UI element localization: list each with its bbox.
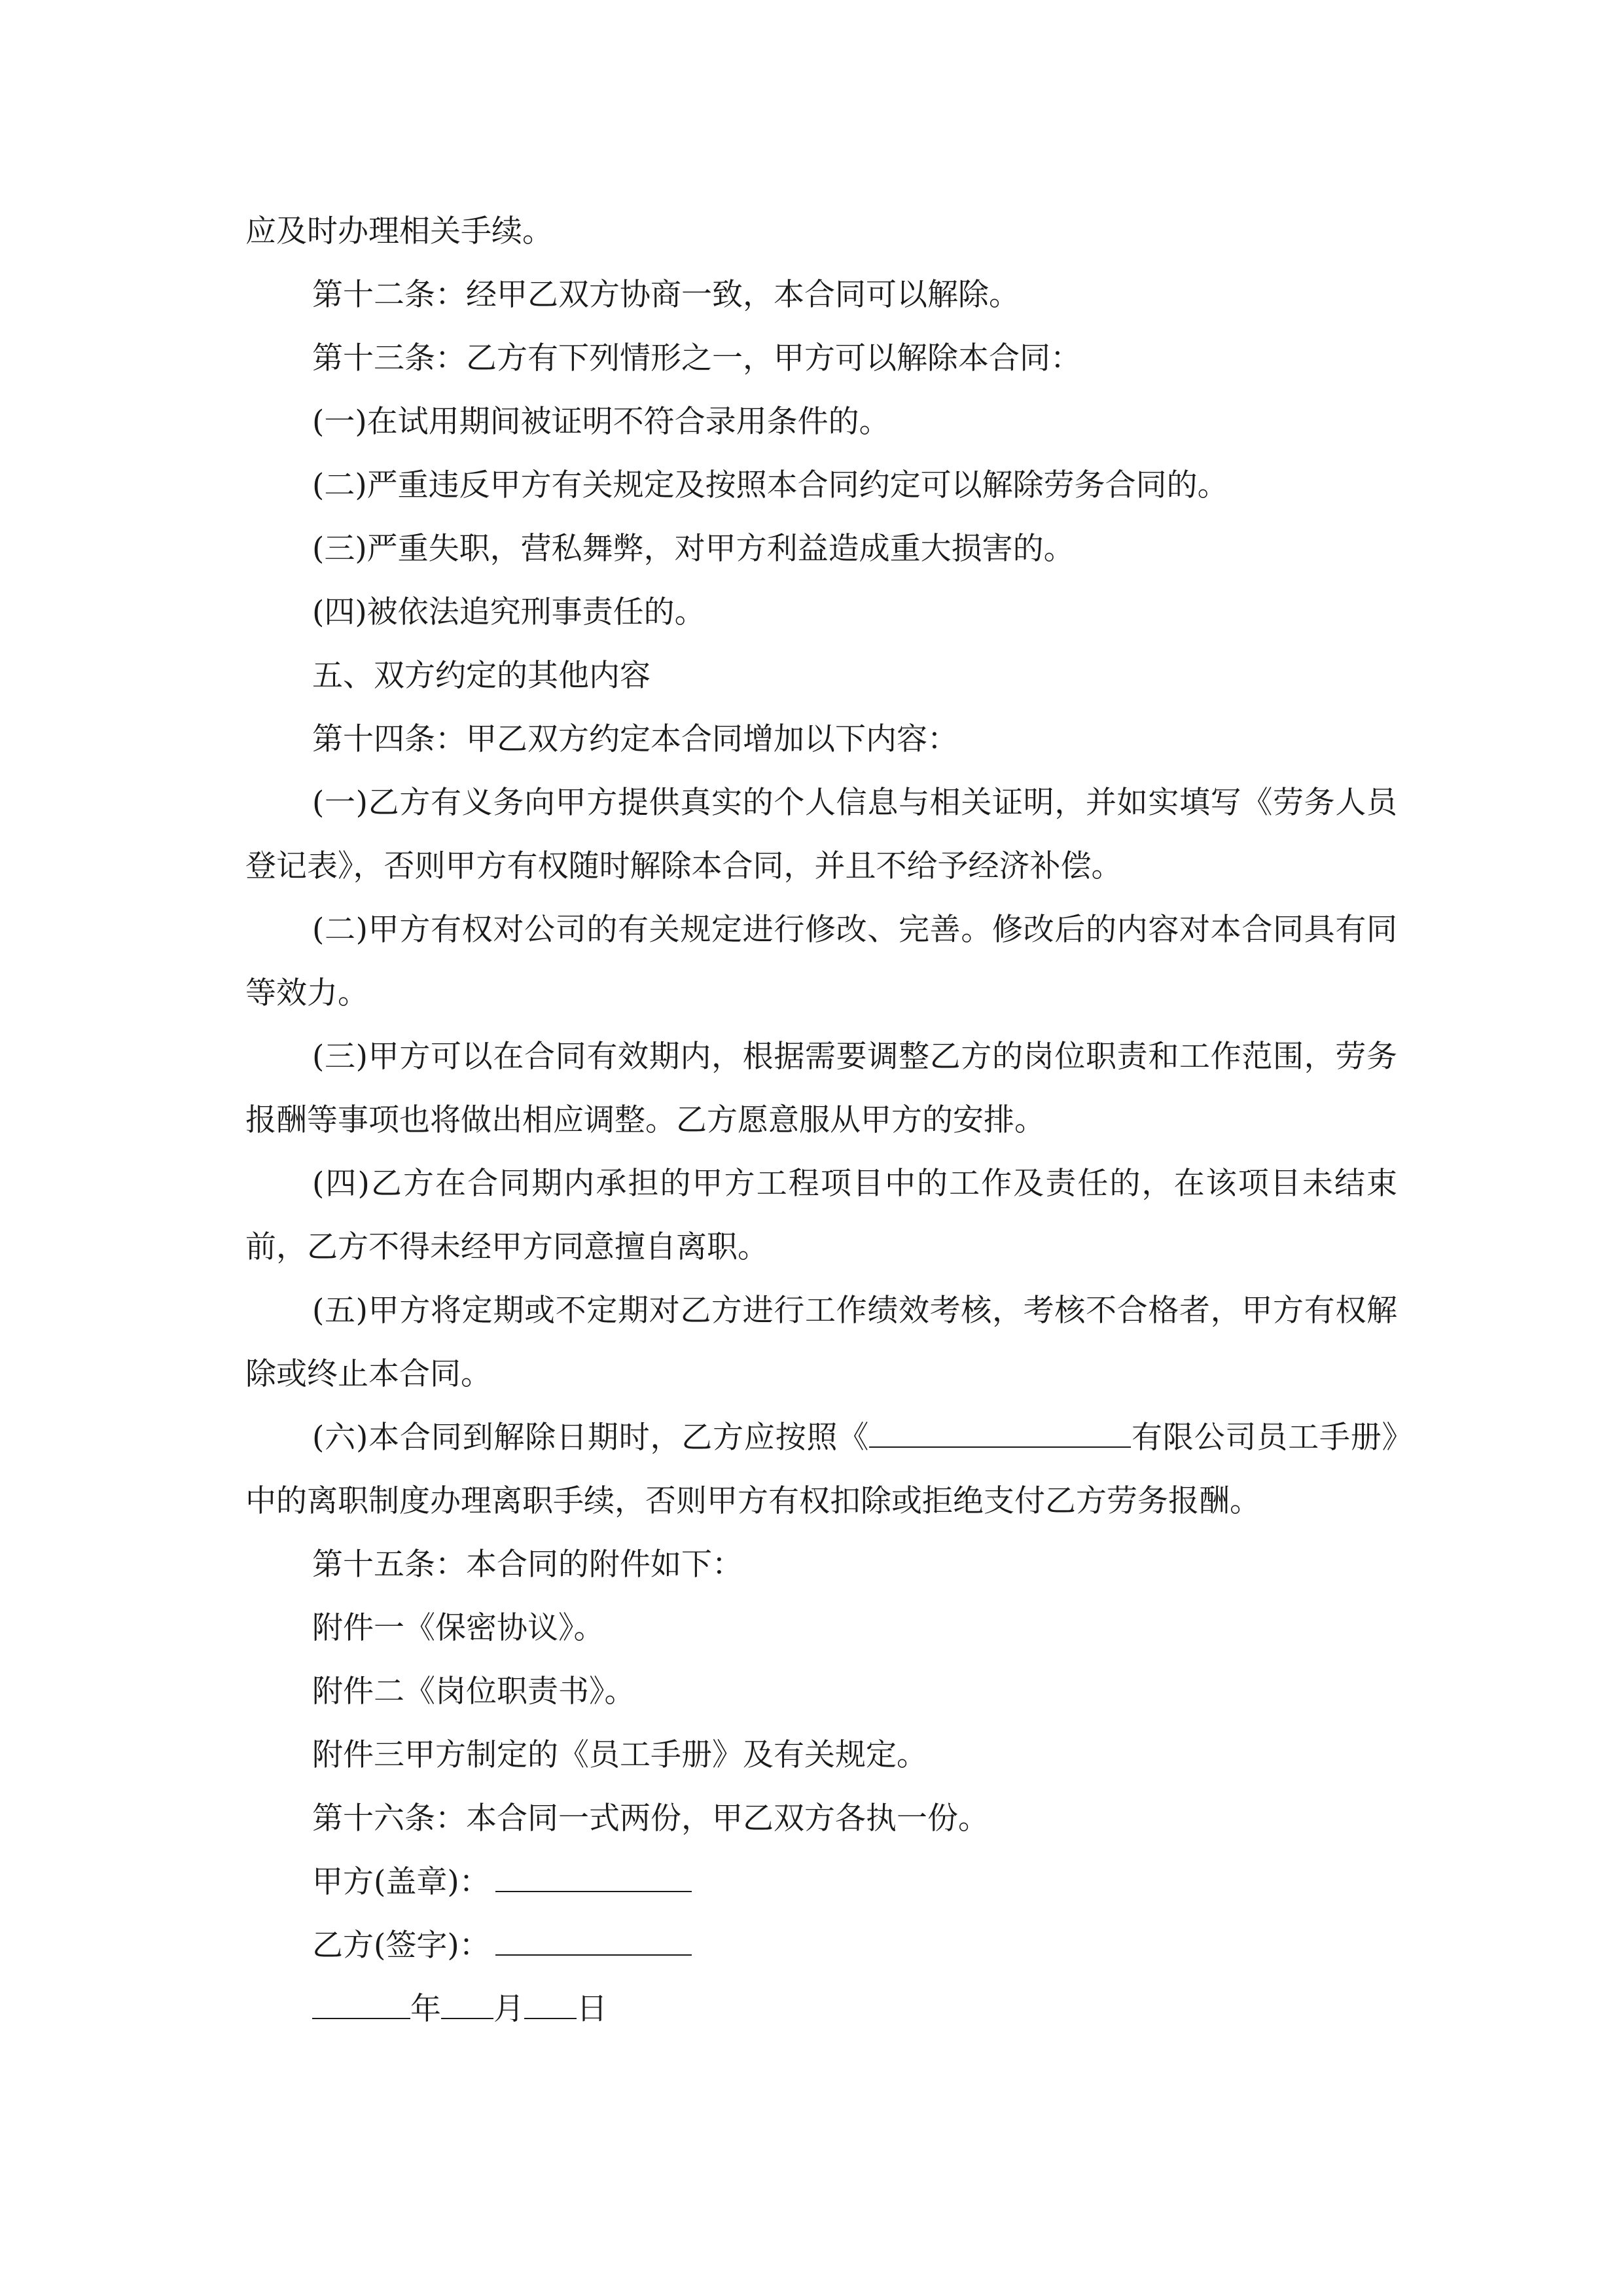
article-14: 第十四条：甲乙双方约定本合同增加以下内容： <box>312 721 958 757</box>
article-14-item-2: (二)甲方有权对公司的有关规定进行修改、完善。修改后的内容对本合同具有同等效力。 <box>245 912 1397 1011</box>
attachment-2: 附件二《岗位职责书》。 <box>312 1674 635 1710</box>
paragraph-continuation: 应及时办理相关手续。 <box>245 213 553 249</box>
article-13: 第十三条：乙方有下列情形之一，甲方可以解除本合同： <box>312 340 1081 376</box>
company-name-blank[interactable] <box>869 1423 1131 1448</box>
article-14-item-4: (四)乙方在合同期内承担的甲方工程项目中的工作及责任的，在该项目未结束前，乙方不得未经甲方同意擅自离职。 <box>245 1166 1397 1265</box>
year-label: 年 <box>410 1991 441 2027</box>
party-b-label: 乙方(签字)： <box>312 1928 490 1964</box>
article-13-item-3: (三)严重失职，营私舞弊，对甲方利益造成重大损害的。 <box>312 531 1075 567</box>
month-blank[interactable] <box>441 1994 493 2019</box>
month-label: 月 <box>493 1991 524 2027</box>
article-13-item-4: (四)被依法追究刑事责任的。 <box>312 594 705 630</box>
party-a-label: 甲方(盖章)： <box>312 1864 490 1900</box>
article-14-item-6 <box>245 1406 1397 1533</box>
article-14-item-6-end: 有限公司员工手册》中的离职制度办理离职手续，否则甲方有权扣除或拒绝支付乙方劳务报酬。 <box>245 1420 1398 1519</box>
article-12: 第十二条：经甲乙双方协商一致，本合同可以解除。 <box>312 277 1020 313</box>
date-line <box>245 1977 1397 2041</box>
article-15: 第十五条：本合同的附件如下： <box>312 1547 743 1583</box>
document-body <box>245 200 1397 2041</box>
attachment-3: 附件三甲方制定的《员工手册》及有关规定。 <box>312 1737 927 1773</box>
day-label: 日 <box>577 1991 607 2027</box>
party-a-blank[interactable] <box>495 1867 692 1892</box>
article-16: 第十六条：本合同一式两份，甲乙双方各执一份。 <box>312 1801 989 1837</box>
article-14-item-1: (一)乙方有义务向甲方提供真实的个人信息与相关证明，并如实填写《劳务人员登记表》，否则甲方有权随时解除本合同，并且不给予经济补偿。 <box>245 785 1397 884</box>
article-14-item-3: (三)甲方可以在合同有效期内，根据需要调整乙方的岗位职责和工作范围，劳务报酬等事项也将做出相应调整。乙方愿意服从甲方的安排。 <box>245 1039 1397 1138</box>
article-14-item-6-start: (六)本合同到解除日期时，乙方应按照《 <box>312 1420 870 1456</box>
attachment-1: 附件一《保密协议》。 <box>312 1610 605 1646</box>
article-14-item-5: (五)甲方将定期或不定期对乙方进行工作绩效考核，考核不合格者，甲方有权解除或终止本合同。 <box>245 1293 1397 1392</box>
section-5-heading: 五、双方约定的其他内容 <box>312 658 651 694</box>
party-b-blank[interactable] <box>495 1931 692 1956</box>
article-13-item-2: (二)严重违反甲方有关规定及按照本合同约定可以解除劳务合同的。 <box>312 467 1228 503</box>
party-a-signature-line <box>245 1850 1397 1914</box>
article-13-item-1: (一)在试用期间被证明不符合录用条件的。 <box>312 404 890 440</box>
day-blank[interactable] <box>524 1994 577 2019</box>
party-b-signature-line <box>245 1914 1397 1977</box>
year-blank[interactable] <box>312 1994 410 2019</box>
